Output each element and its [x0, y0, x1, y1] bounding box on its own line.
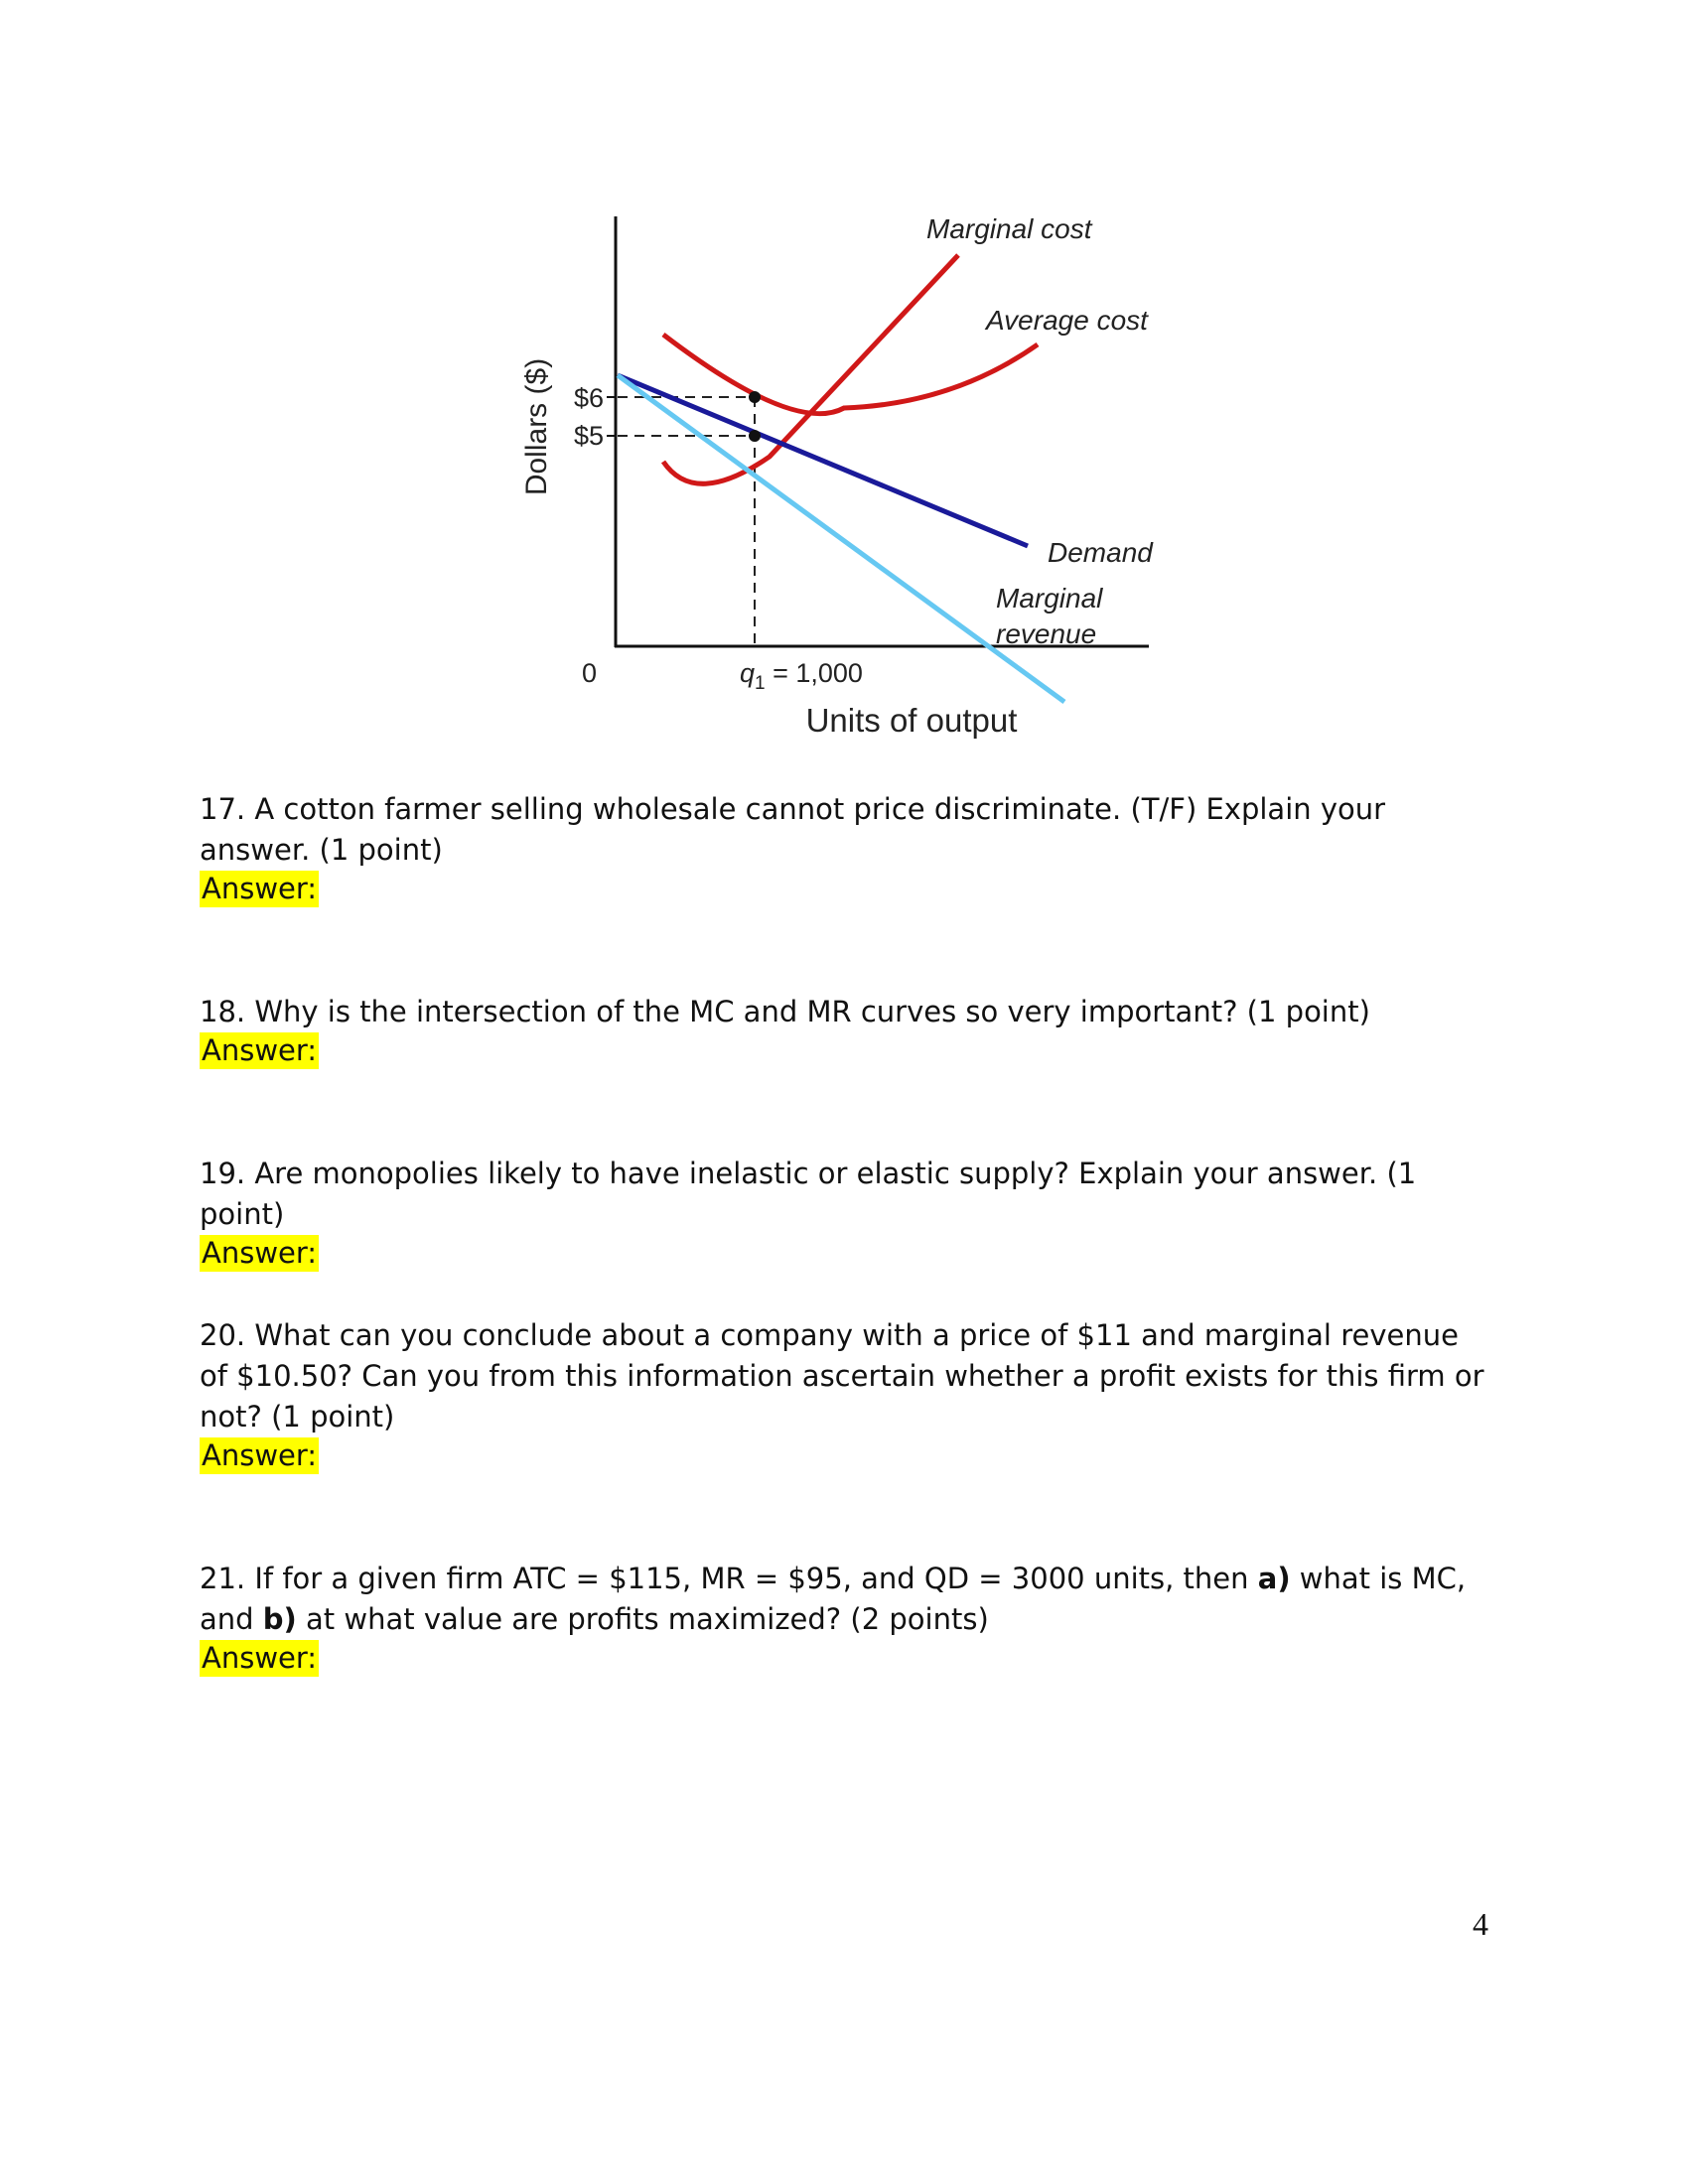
- page-number: 4: [1473, 1906, 1488, 1942]
- x-axis-label: Units of output: [805, 702, 1018, 739]
- average-cost-curve: [663, 335, 1038, 414]
- question-18: [200, 992, 1370, 1069]
- question-17: [200, 789, 1490, 907]
- price-point: [749, 391, 761, 403]
- question-21-bold-a: a): [1257, 1562, 1291, 1595]
- question-20-text: 20. What can you conclude about a company with a price of $11 and marginal revenue of $10.50? Can you from this information ascertain whether a profit exists for this firm or not? (1 point): [200, 1318, 1484, 1433]
- marginal-revenue-label-line1: Marginal: [996, 583, 1103, 614]
- answer-17-label: Answer:: [202, 872, 318, 905]
- economics-chart: [0, 0, 1688, 794]
- answer-20-label: Answer:: [202, 1438, 318, 1472]
- question-21-bold-b: b): [262, 1602, 297, 1636]
- question-21-part-3: at what value are profits maximized? (2 points): [296, 1602, 989, 1636]
- question-21: [200, 1559, 1490, 1677]
- question-20: [200, 1315, 1490, 1474]
- answer-21-label: Answer:: [202, 1641, 318, 1675]
- question-19: [200, 1154, 1490, 1272]
- quantity-marker-prefix: q: [740, 658, 756, 688]
- question-21-text: [200, 1559, 1490, 1640]
- cost-point: [749, 430, 761, 442]
- question-19-text: 19. Are monopolies likely to have inelastic or elastic supply? Explain your answer. (1 point): [200, 1157, 1417, 1231]
- marginal-cost-label: Marginal cost: [926, 213, 1092, 244]
- answer-18-label: Answer:: [202, 1033, 318, 1067]
- quantity-marker-value: = 1,000: [765, 658, 863, 688]
- y-tick-label-5: $5: [574, 421, 605, 451]
- demand-label: Demand: [1048, 537, 1153, 568]
- quantity-marker-subscript: 1: [755, 673, 766, 694]
- marginal-cost-curve: [663, 255, 958, 483]
- marginal-revenue-label-line2: revenue: [996, 618, 1097, 649]
- marginal-revenue-curve: [618, 375, 1064, 702]
- answer-19-label: Answer:: [202, 1236, 318, 1270]
- y-axis-label: Dollars ($): [520, 357, 553, 496]
- quantity-marker-label: [740, 658, 863, 694]
- question-21-part-1: 21. If for a given firm ATC = $115, MR = $95, and QD = 3000 units, then: [200, 1562, 1258, 1595]
- average-cost-label: Average cost: [986, 305, 1148, 336]
- question-17-text: 17. A cotton farmer selling wholesale cannot price discriminate. (T/F) Explain your answer. (1 point): [200, 792, 1386, 867]
- y-tick-label-6: $6: [574, 383, 605, 413]
- question-21-part-2: what is MC, and: [200, 1562, 1467, 1636]
- origin-label: 0: [582, 658, 598, 688]
- question-18-text: 18. Why is the intersection of the MC and MR curves so very important? (1 point): [200, 995, 1370, 1028]
